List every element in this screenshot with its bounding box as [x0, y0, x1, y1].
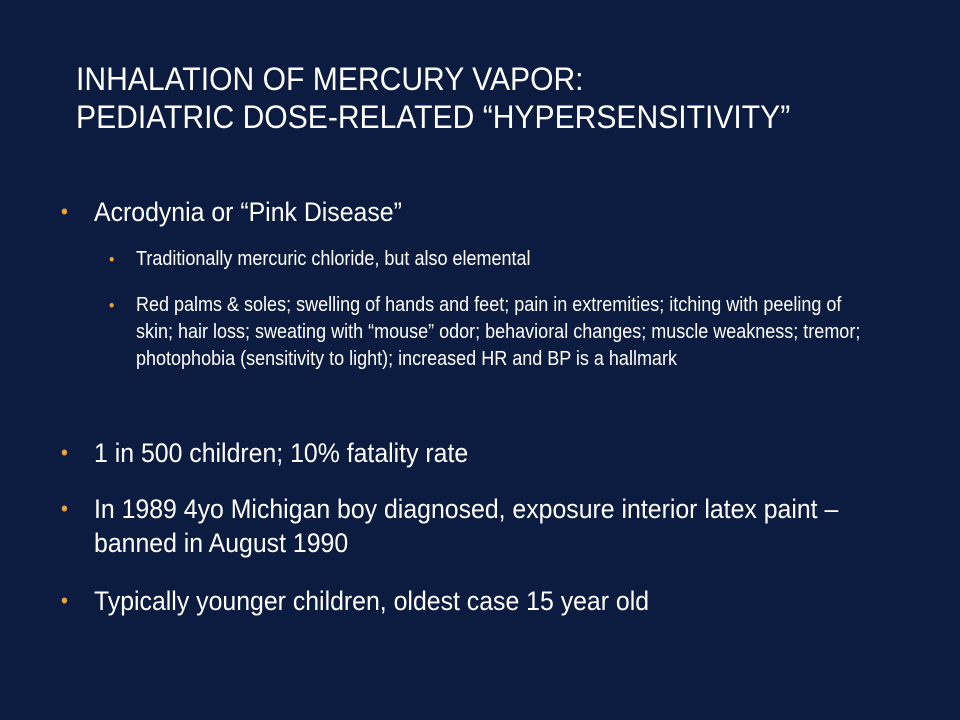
slide-title-line-2: PEDIATRIC DOSE-RELATED “HYPERSENSITIVITY” [76, 99, 791, 135]
bullet-acrodynia [60, 195, 872, 229]
sub-bullet-text: Red palms & soles; swelling of hands and feet; pain in extremities; itching with peeling of skin; hair loss; sweating with “mouse” odor; behavioral changes; muscle weakness; tremor; photophobia (sensitivity to light); increased HR and BP is a hallmark [136, 294, 861, 370]
slide-title-line-1: INHALATION OF MERCURY VAPOR: [76, 61, 584, 97]
sub-bullet-mercuric-chloride [109, 246, 847, 273]
sub-bullet-text: Traditionally mercuric chloride, but also elemental [136, 248, 531, 270]
bullet-text: Acrodynia or “Pink Disease” [94, 197, 402, 227]
bullet-dot-icon: • [109, 296, 115, 315]
bullet-dot-icon: • [60, 496, 68, 521]
bullet-incidence [60, 436, 872, 470]
bullet-text: In 1989 4yo Michigan boy diagnosed, exposure interior latex paint – banned in August 1990 [94, 494, 839, 558]
bullet-dot-icon: • [60, 199, 68, 224]
bullet-dot-icon: • [60, 440, 68, 465]
bullet-age-range [60, 584, 872, 618]
bullet-dot-icon: • [109, 250, 115, 269]
bullet-michigan-case [60, 492, 872, 560]
sub-bullet-symptoms [109, 292, 874, 373]
bullet-text: Typically younger children, oldest case 15 year old [94, 586, 650, 616]
bullet-dot-icon: • [60, 588, 68, 613]
bullet-text: 1 in 500 children; 10% fatality rate [94, 438, 469, 468]
